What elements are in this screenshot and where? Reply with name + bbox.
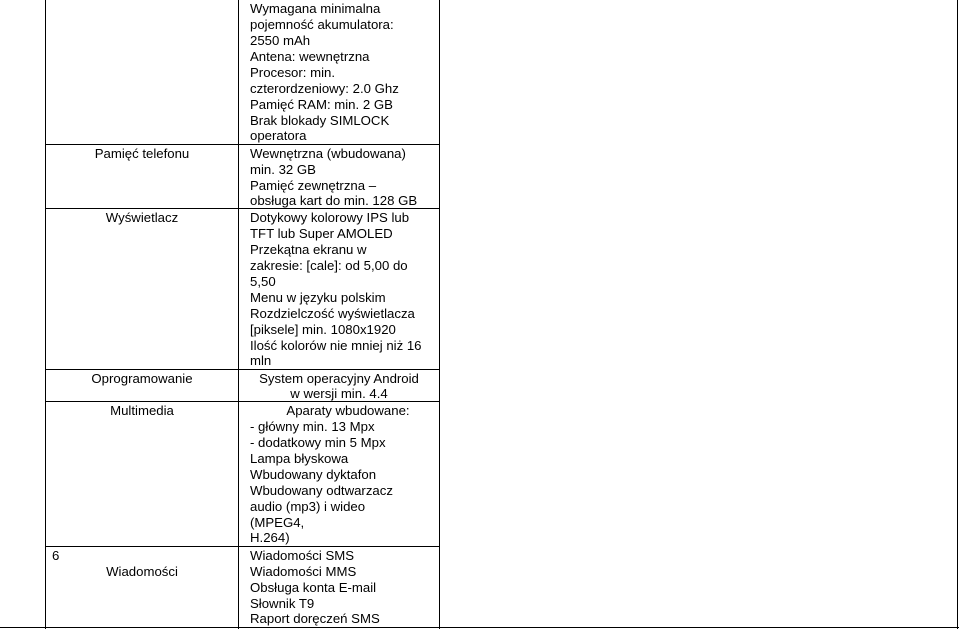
grid-line [957, 0, 958, 629]
spec-line: System operacyjny Android [259, 371, 419, 386]
spec-line: Dotykowy kolorowy IPS lub [250, 210, 410, 225]
spec-line: Procesor: min. [250, 65, 336, 80]
spec-line: Wbudowany odtwarzacz [250, 483, 393, 498]
spec-line: czterordzeniowy: 2.0 Ghz [250, 81, 399, 96]
spec-line: Wiadomości MMS [250, 564, 357, 579]
spec-line: - dodatkowy min 5 Mpx [250, 435, 386, 450]
spec-line: Raport doręczeń SMS [250, 611, 380, 626]
spec-line: Obsługa konta E-mail [250, 580, 377, 595]
spec-line: Pamięć RAM: min. 2 GB [250, 97, 393, 112]
spec-line: Słownik T9 [250, 596, 315, 611]
label-oprogramowanie: Oprogramowanie [91, 371, 193, 386]
grid-line [45, 0, 46, 629]
spec-line: - główny min. 13 Mpx [250, 419, 375, 434]
label-wiadomosci: Wiadomości [106, 564, 178, 579]
spec-line: mln [250, 353, 272, 368]
spec-line: 5,50 [250, 274, 276, 289]
spec-line: obsługa kart do min. 128 GB [250, 193, 418, 208]
spec-line: Wbudowany dyktafon [250, 467, 377, 482]
spec-line: min. 32 GB [250, 162, 316, 177]
spec-line: Antena: wewnętrzna [250, 49, 370, 64]
spec-line: H.264) [250, 530, 290, 545]
row-number: 6 [52, 548, 60, 563]
spec-line: Wewnętrzna (wbudowana) [250, 146, 406, 161]
table-bottom-border [0, 627, 959, 628]
label-multimedia: Multimedia [110, 403, 174, 418]
row-divider [46, 546, 439, 547]
spec-line: 2550 mAh [250, 33, 311, 48]
spec-line: Ilość kolorów nie mniej niż 16 [250, 338, 422, 353]
spec-line: Przekątna ekranu w [250, 242, 367, 257]
grid-line [439, 0, 440, 629]
row-divider [46, 144, 439, 145]
spec-line: Brak blokady SIMLOCK [250, 113, 390, 128]
spec-line: operatora [250, 128, 307, 143]
spec-line: Wiadomości SMS [250, 548, 355, 563]
spec-line: pojemność akumulatora: [250, 17, 394, 32]
spec-line: Wymagana minimalna [250, 1, 381, 16]
spec-line: Pamięć zewnętrzna – [250, 178, 377, 193]
spec-line: TFT lub Super AMOLED [250, 226, 393, 241]
spec-line: Lampa błyskowa [250, 451, 349, 466]
row-divider [46, 369, 439, 370]
spec-line: (MPEG4, [250, 515, 305, 530]
spec-line: Rozdzielczość wyświetlacza [250, 306, 415, 321]
label-wyswietlacz: Wyświetlacz [105, 210, 179, 225]
spec-line: [piksele] min. 1080x1920 [250, 322, 396, 337]
spec-line: w wersji min. 4.4 [290, 386, 388, 401]
spec-line: zakresie: [cale]: od 5,00 do [250, 258, 408, 273]
grid-line [238, 0, 239, 629]
spec-line: Menu w języku polskim [250, 290, 386, 305]
label-pamiec-telefonu: Pamięć telefonu [94, 146, 190, 161]
spec-line: audio (mp3) i wideo [250, 499, 366, 514]
spec-line: Aparaty wbudowane: [286, 403, 410, 418]
